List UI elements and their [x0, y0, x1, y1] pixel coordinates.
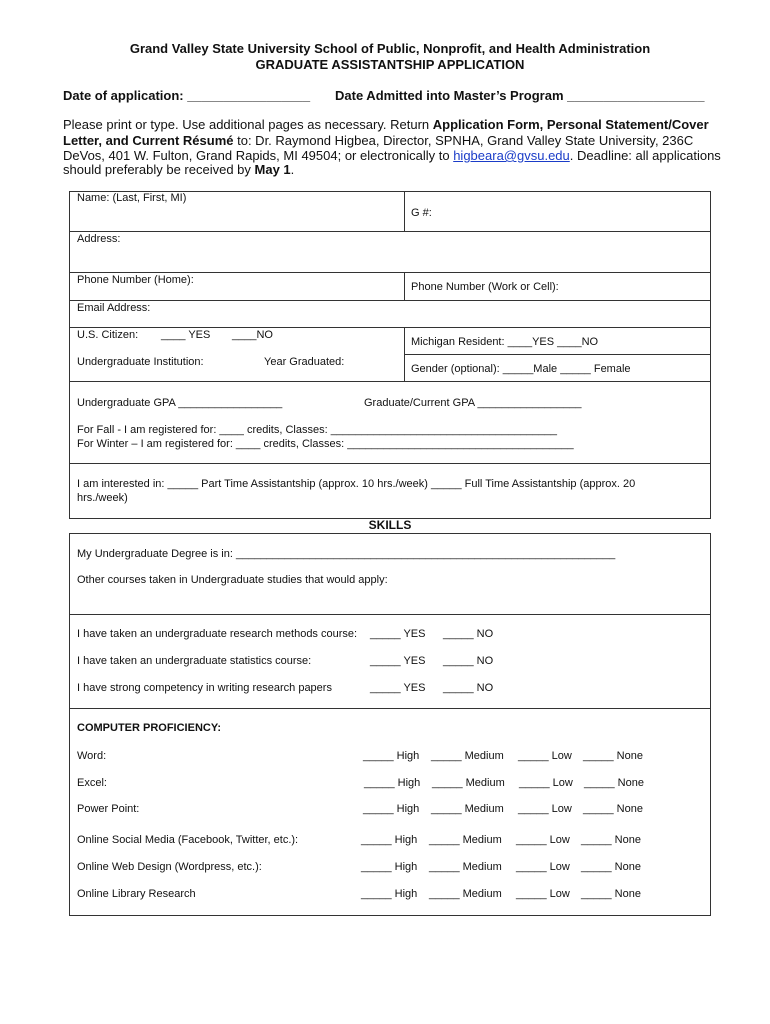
excel-high[interactable]: _____ High: [364, 777, 421, 789]
citizen-yes[interactable]: ____ YES: [161, 329, 211, 341]
citizen-label: U.S. Citizen:: [77, 329, 139, 341]
research-methods-no[interactable]: _____ NO: [443, 628, 494, 640]
excel-low[interactable]: _____ Low: [519, 777, 573, 789]
social-media-low[interactable]: _____ Low: [516, 834, 570, 846]
writing-label: I have strong competency in writing research papers: [77, 682, 332, 694]
other-courses-field[interactable]: Other courses taken in Undergraduate studies that would apply:: [77, 574, 388, 586]
web-design-high[interactable]: _____ High: [361, 861, 418, 873]
skills-heading: SKILLS: [368, 518, 412, 532]
social-media-label: Online Social Media (Facebook, Twitter, etc.):: [77, 834, 299, 846]
instructions-line-3: DeVos, 401 W. Fulton, Grand Rapids, MI 49504; or electronically to higbeara@gvsu.edu. Deadline: all applications: [63, 148, 721, 163]
grad-gpa-field[interactable]: Graduate/Current GPA _________________: [364, 397, 582, 409]
citizen-no[interactable]: ____NO: [232, 329, 273, 341]
statistics-yes[interactable]: _____ YES: [370, 655, 426, 667]
web-design-low[interactable]: _____ Low: [516, 861, 570, 873]
writing-yes[interactable]: _____ YES: [370, 682, 426, 694]
powerpoint-high[interactable]: _____ High: [363, 803, 420, 815]
powerpoint-medium[interactable]: _____ Medium: [431, 803, 504, 815]
instructions-line-1: Please print or type. Use additional pages as necessary. Return Application Form, Personal Statement/Cover: [63, 117, 709, 132]
deadline: May 1: [254, 162, 291, 177]
research-methods-yes[interactable]: _____ YES: [370, 628, 426, 640]
address-field[interactable]: Address:: [77, 233, 121, 245]
form-subtitle: GRADUATE ASSISTANTSHIP APPLICATION: [255, 57, 525, 72]
phone-work-field[interactable]: Phone Number (Work or Cell):: [411, 281, 559, 293]
year-graduated-field[interactable]: Year Graduated:: [264, 356, 345, 368]
instructions-line-2: Letter, and Current Résumé to: Dr. Raymond Higbea, Director, SPNHA, Grand Valley State University, 236C: [63, 133, 694, 148]
computer-proficiency-heading: COMPUTER PROFICIENCY:: [77, 722, 222, 734]
form-title: Grand Valley State University School of Public, Nonprofit, and Health Administration: [129, 41, 651, 56]
personal-info-box: [69, 191, 711, 519]
library-research-medium[interactable]: _____ Medium: [429, 888, 502, 900]
undergrad-gpa-field[interactable]: Undergraduate GPA _________________: [77, 397, 283, 409]
date-admitted: Date Admitted into Master’s Program ___________________: [335, 88, 705, 103]
phone-home-field[interactable]: Phone Number (Home):: [77, 274, 194, 286]
instructions-line-4: should preferably be received by May 1.: [63, 162, 295, 177]
powerpoint-none[interactable]: _____ None: [583, 803, 643, 815]
library-research-label: Online Library Research: [77, 888, 196, 900]
web-design-label: Online Web Design (Wordpress, etc.):: [77, 861, 262, 873]
word-medium[interactable]: _____ Medium: [431, 750, 504, 762]
word-none[interactable]: _____ None: [583, 750, 643, 762]
word-label: Word:: [77, 750, 107, 762]
web-design-medium[interactable]: _____ Medium: [429, 861, 502, 873]
social-media-none[interactable]: _____ None: [581, 834, 641, 846]
g-number-field[interactable]: G #:: [411, 207, 432, 219]
excel-medium[interactable]: _____ Medium: [432, 777, 505, 789]
email-field[interactable]: Email Address:: [77, 302, 151, 314]
web-design-none[interactable]: _____ None: [581, 861, 641, 873]
library-research-low[interactable]: _____ Low: [516, 888, 570, 900]
research-methods-label: I have taken an undergraduate research methods course:: [77, 628, 358, 640]
interest-line-1[interactable]: I am interested in: _____ Part Time Assistantship (approx. 10 hrs./week) _____ Full Time Assistantship (approx. 20: [77, 478, 636, 490]
michigan-resident[interactable]: Michigan Resident: ____YES ____NO: [411, 336, 599, 348]
date-of-application: Date of application: _________________: [63, 88, 311, 103]
excel-label: Excel:: [77, 777, 107, 789]
writing-no[interactable]: _____ NO: [443, 682, 494, 694]
social-media-medium[interactable]: _____ Medium: [429, 834, 502, 846]
undergrad-institution-field[interactable]: Undergraduate Institution:: [77, 356, 204, 368]
gender-field[interactable]: Gender (optional): _____Male _____ Female: [411, 363, 631, 375]
undergrad-degree-field[interactable]: My Undergraduate Degree is in: ______________________________________________________________: [77, 548, 616, 560]
interest-line-2: hrs./week): [77, 492, 128, 504]
library-research-high[interactable]: _____ High: [361, 888, 418, 900]
powerpoint-low[interactable]: _____ Low: [518, 803, 572, 815]
word-low[interactable]: _____ Low: [518, 750, 572, 762]
social-media-high[interactable]: _____ High: [361, 834, 418, 846]
winter-registration[interactable]: For Winter – I am registered for: ____ credits, Classes: _____________________________________: [77, 438, 574, 450]
name-field[interactable]: Name: (Last, First, MI): [77, 192, 187, 204]
powerpoint-label: Power Point:: [77, 803, 140, 815]
email-link[interactable]: higbeara@gvsu.edu: [453, 148, 570, 163]
statistics-label: I have taken an undergraduate statistics course:: [77, 655, 312, 667]
fall-registration[interactable]: For Fall - I am registered for: ____ credits, Classes: _____________________________________: [77, 424, 558, 436]
word-high[interactable]: _____ High: [363, 750, 420, 762]
statistics-no[interactable]: _____ NO: [443, 655, 494, 667]
library-research-none[interactable]: _____ None: [581, 888, 641, 900]
excel-none[interactable]: _____ None: [584, 777, 644, 789]
